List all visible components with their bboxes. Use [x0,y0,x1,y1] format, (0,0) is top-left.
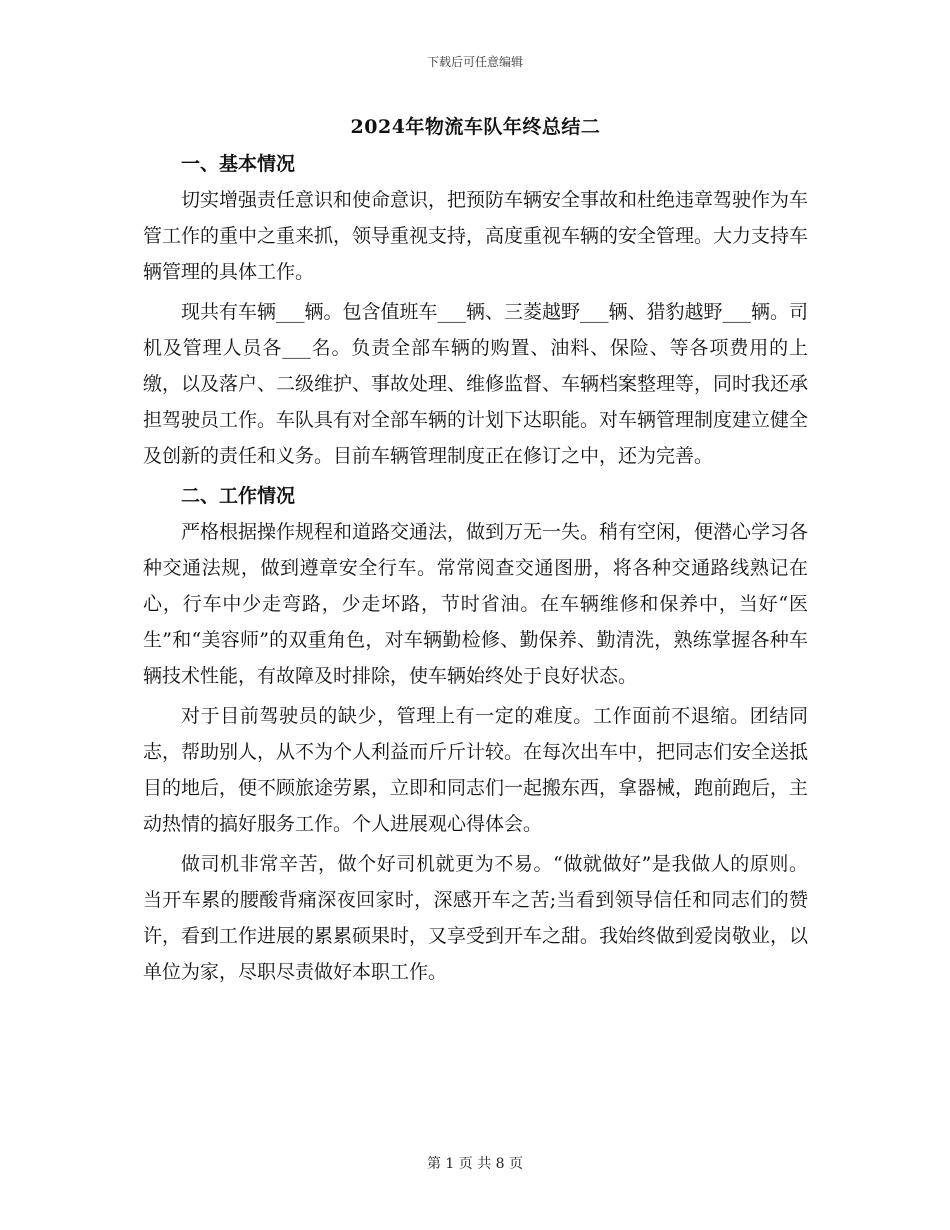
page-number: 第 1 页 共 8 页 [426,1156,524,1172]
section-heading-basic: 一、基本情况 [181,153,296,175]
paragraph: 现共有车辆___辆。包含值班车___辆、三菱越野___辆、猎豹越野___辆。司机及管理人员各___名。负责全部车辆的购置、油料、保险、等各项费用的上缴，以及落户、二级维护、事故处理、维修监督、车辆档案整理等，同时我还承担驾驶员工作。车队具有对全部车辆的计划下达职能。对车辆管理制度建立健全及创新的责任和义务。目前车辆管理制度正在修订之中，还为完善。 [143,301,809,467]
paragraph: 对于目前驾驶员的缺少，管理上有一定的难度。工作面前不退缩。团结同志，帮助别人，从不为个人利益而斤斤计较。在每次出车中，把同志们安全送抵目的地后，便不顾旅途劳累，立即和同志们一起搬东西，拿器械，跑前跑后，主动热情的搞好服务工作。个人进展观心得体会。 [143,705,809,835]
section-heading-work: 二、工作情况 [181,485,296,507]
paragraph: 做司机非常辛苦，做个好司机就更为不易。“做就做好”是我做人的原则。当开车累的腰酸背痛深夜回家时，深感开车之苦;当看到领导信任和同志们的赞许，看到工作进展的累累硕果时，又享受到开车之甜。我始终做到爱岗敬业，以单位为家，尽职尽责做好本职工作。 [143,853,809,983]
paragraph: 切实增强责任意识和使命意识，把预防车辆安全事故和杜绝违章驾驶作为车管工作的重中之重来抓，领导重视支持，高度重视车辆的安全管理。大力支持车辆管理的具体工作。 [143,189,809,283]
document-title: 2024年物流车队年终总结二 [350,116,601,138]
paragraph: 严格根据操作规程和道路交通法，做到万无一失。稍有空闲，便潜心学习各种交通法规，做到遵章安全行车。常常阅查交通图册，将各种交通路线熟记在心，行车中少走弯路，少走坏路，节时省油。在车辆维修和保养中，当好“医生”和“美容师”的双重角色，对车辆勤检修、勤保养、勤清洗，熟练掌握各种车辆技术性能，有故障及时排除，使车辆始终处于良好状态。 [143,521,809,687]
document-body [143,112,808,994]
header-note: 下载后可任意编辑 [426,55,523,69]
